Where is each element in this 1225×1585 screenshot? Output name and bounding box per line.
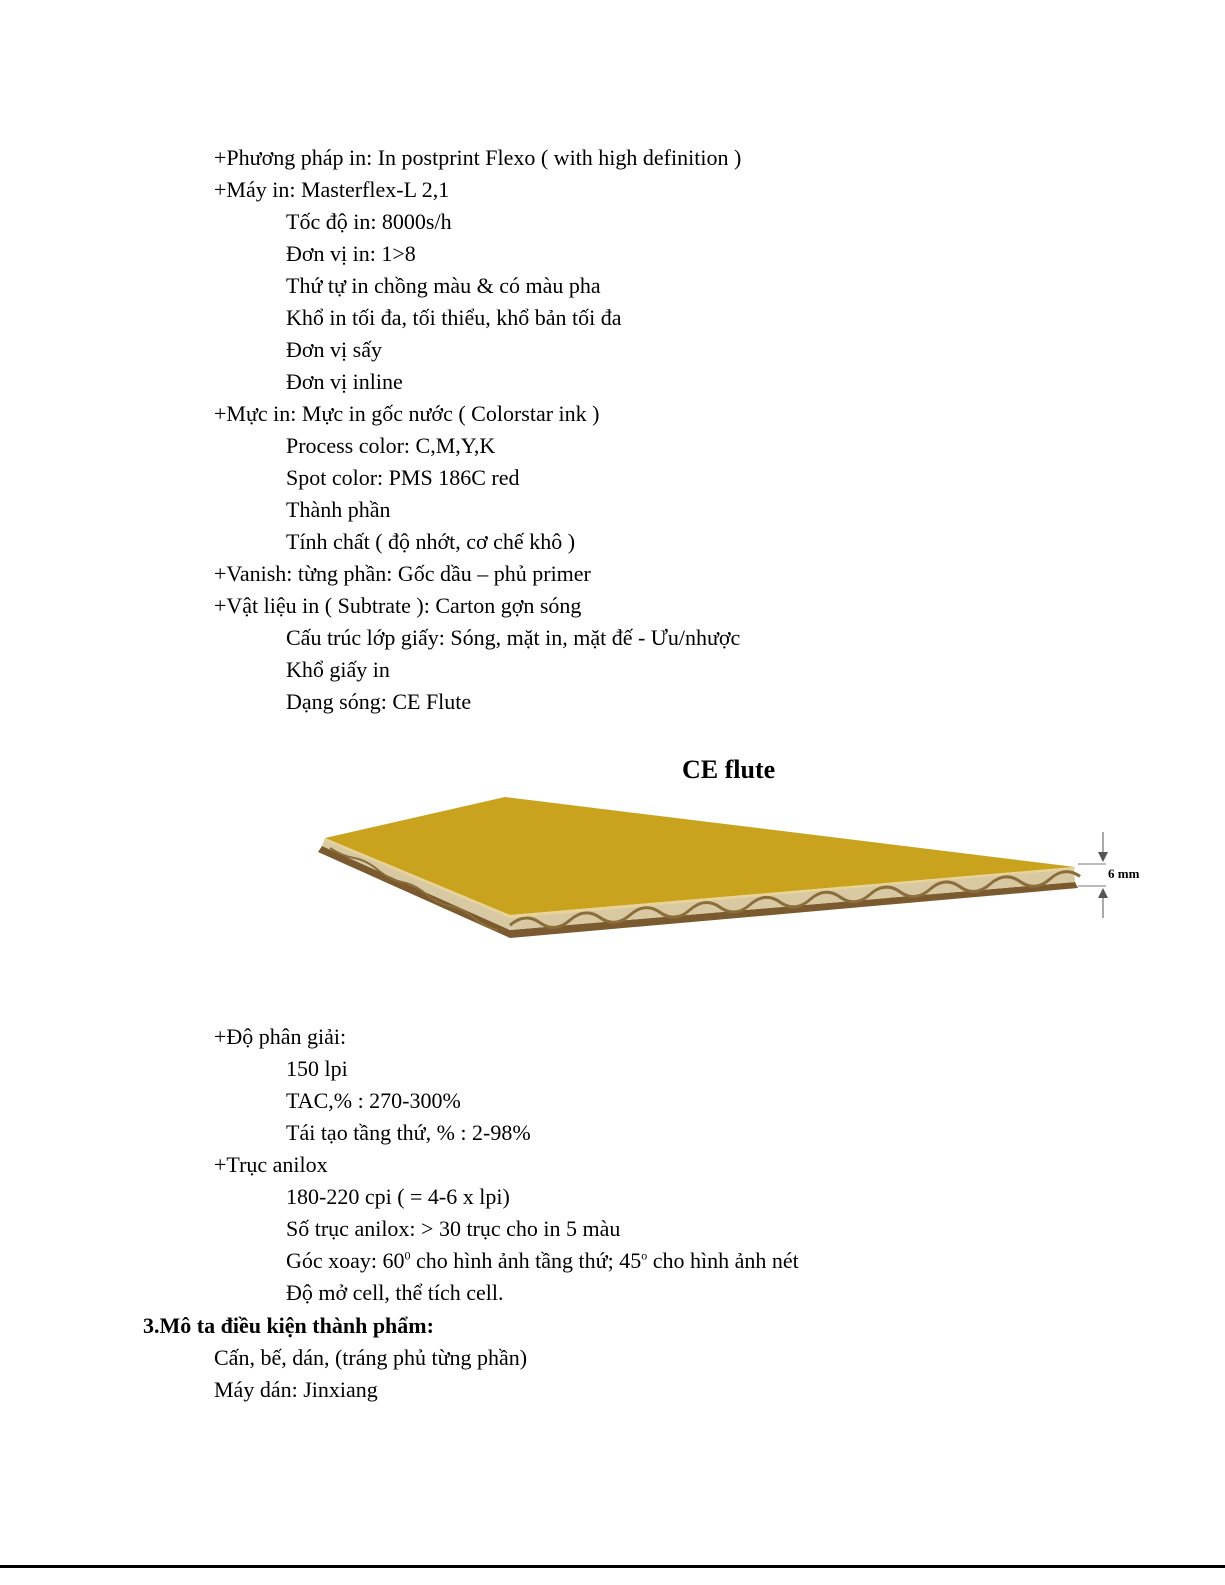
text-line: Dạng sóng: CE Flute <box>286 689 472 714</box>
text-line: +Vật liệu in ( Subtrate ): Carton gợn sóng <box>214 593 582 618</box>
dimension-arrow-up <box>1098 888 1108 898</box>
text-line: Đơn vị in: 1>8 <box>286 241 416 266</box>
text-line: Độ mở cell, thể tích cell. <box>286 1280 504 1305</box>
text-line: +Phương pháp in: In postprint Flexo ( with high definition ) <box>214 145 742 170</box>
text-line: Cấn, bế, dán, (tráng phủ từng phần) <box>214 1345 528 1370</box>
degree-sup-2: o <box>641 1248 648 1263</box>
text-line-angles <box>286 1248 799 1274</box>
text-line: Đơn vị sấy <box>286 337 382 362</box>
page-bottom-rule <box>0 1565 1225 1568</box>
text-line: 180-220 cpi ( = 4-6 x lpi) <box>286 1184 510 1209</box>
figure-title: CE flute <box>682 755 776 784</box>
text-line: Thứ tự in chồng màu & có màu pha <box>286 273 601 298</box>
text-line: Đơn vị inline <box>286 369 403 394</box>
degree-sup-1: 0 <box>404 1248 411 1263</box>
text-line: Tốc độ in: 8000s/h <box>286 209 452 234</box>
angle-text-b: cho hình ảnh tầng thứ; 45 <box>410 1248 642 1273</box>
angle-text-a: Góc xoay: 60 <box>286 1248 405 1273</box>
text-line: Spot color: PMS 186C red <box>286 465 520 490</box>
section-heading: 3.Mô ta điều kiện thành phẩm: <box>143 1313 434 1338</box>
text-line: +Trục anilox <box>214 1152 328 1177</box>
text-line: +Máy in: Masterflex-L 2,1 <box>214 177 450 202</box>
text-line: Thành phần <box>286 497 391 522</box>
text-line: Tính chất ( độ nhớt, cơ chế khô ) <box>286 529 576 554</box>
text-line: Máy dán: Jinxiang <box>214 1377 378 1402</box>
text-line: Cấu trúc lớp giấy: Sóng, mặt in, mặt đế - Ưu/nhược <box>286 625 741 650</box>
text-line: Tái tạo tầng thứ, % : 2-98% <box>286 1120 531 1145</box>
angle-text-c: cho hình ảnh nét <box>647 1248 799 1273</box>
dimension-label: 6 mm <box>1108 866 1140 881</box>
text-line: TAC,% : 270-300% <box>286 1088 461 1113</box>
text-line: +Mực in: Mực in gốc nước ( Colorstar ink ) <box>214 401 600 426</box>
text-line: Process color: C,M,Y,K <box>286 433 496 458</box>
ce-flute-illustration <box>300 745 1180 985</box>
text-line: Số trục anilox: > 30 trục cho in 5 màu <box>286 1216 621 1241</box>
text-line: +Vanish: từng phần: Gốc dầu – phủ primer <box>214 561 591 586</box>
dimension-arrow-down <box>1098 852 1108 862</box>
text-line: +Độ phân giải: <box>214 1024 347 1049</box>
text-line: 150 lpi <box>286 1056 348 1081</box>
text-line: Khổ in tối đa, tối thiểu, khổ bản tối đa <box>286 305 622 330</box>
text-line: Khổ giấy in <box>286 657 390 682</box>
